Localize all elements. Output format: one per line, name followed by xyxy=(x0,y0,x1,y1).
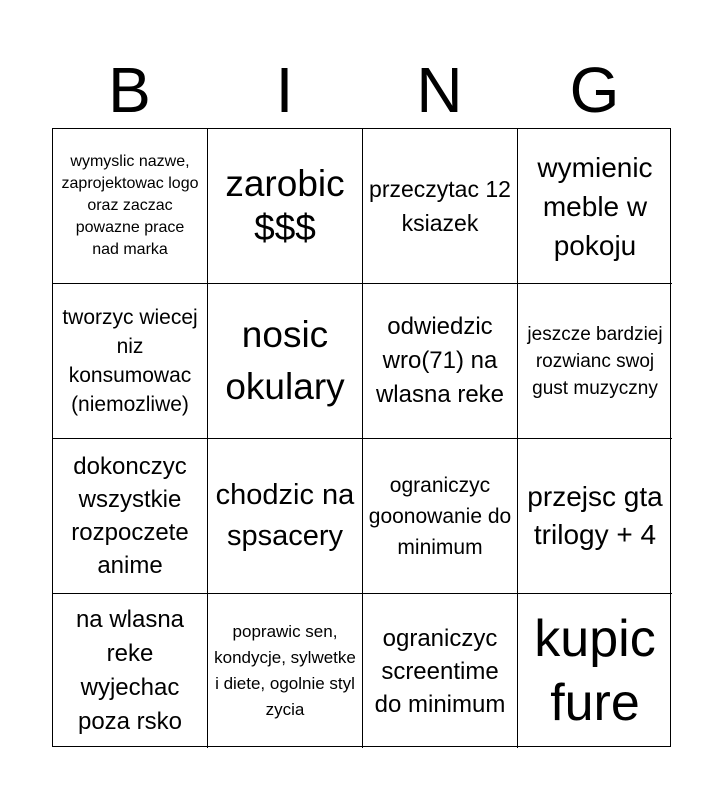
cell-text: przeczytac 12 ksiazek xyxy=(369,176,511,236)
cell-text: wymienic meble w pokoju xyxy=(537,151,653,261)
cell-text: poprawic sen, kondycje, sylwetke i diete, ogolnie styl zycia xyxy=(214,622,356,719)
cell-text: wymyslic nazwe, zaprojektowac logo oraz zaczac powazne prace nad marka xyxy=(61,153,199,258)
bingo-cell[interactable] xyxy=(208,594,363,748)
cell-text: tworzyc wiecej niz konsumowac (niemozliwe) xyxy=(62,306,198,416)
bingo-cell[interactable] xyxy=(208,439,363,594)
bingo-cell[interactable] xyxy=(363,129,518,284)
bingo-header xyxy=(52,52,672,128)
bingo-cell[interactable] xyxy=(208,129,363,284)
cell-text: przejsc gta trilogy + 4 xyxy=(527,481,663,550)
bingo-cell[interactable] xyxy=(518,284,672,439)
bingo-cell[interactable] xyxy=(518,129,672,284)
bingo-cell[interactable] xyxy=(518,439,672,594)
bingo-board xyxy=(52,128,671,747)
header-letter-b: B xyxy=(108,54,151,126)
cell-text: zarobic $$$ xyxy=(225,163,345,248)
cell-text: odwiedzic wro(71) na wlasna reke xyxy=(375,313,505,408)
bingo-cell[interactable] xyxy=(53,129,208,284)
bingo-cell[interactable] xyxy=(53,439,208,594)
header-letter-n: N xyxy=(416,54,463,126)
cell-text: na wlasna reke wyjechac poza rsko xyxy=(75,606,185,735)
bingo-cell[interactable] xyxy=(363,439,518,594)
cell-text: nosic okulary xyxy=(225,314,345,407)
cell-text: dokonczyc wszystkie rozpoczete anime xyxy=(71,453,189,579)
cell-text: jeszcze bardziej rozwianc swoj gust muzyczny xyxy=(527,323,663,399)
cell-text: chodzic na spsacery xyxy=(215,479,355,552)
bingo-cell[interactable] xyxy=(53,284,208,439)
cell-text: ograniczyc goonowanie do minimum xyxy=(368,473,512,559)
header-letter-i: I xyxy=(275,54,294,126)
cell-text: ograniczyc screentime do minimum xyxy=(374,624,506,718)
header-letter-g: G xyxy=(569,54,620,126)
bingo-cell[interactable] xyxy=(363,594,518,748)
bingo-cell[interactable] xyxy=(518,594,672,748)
bingo-cell[interactable] xyxy=(53,594,208,748)
cell-text: kupic fure xyxy=(534,610,656,732)
bingo-cell[interactable] xyxy=(363,284,518,439)
bingo-cell[interactable] xyxy=(208,284,363,439)
